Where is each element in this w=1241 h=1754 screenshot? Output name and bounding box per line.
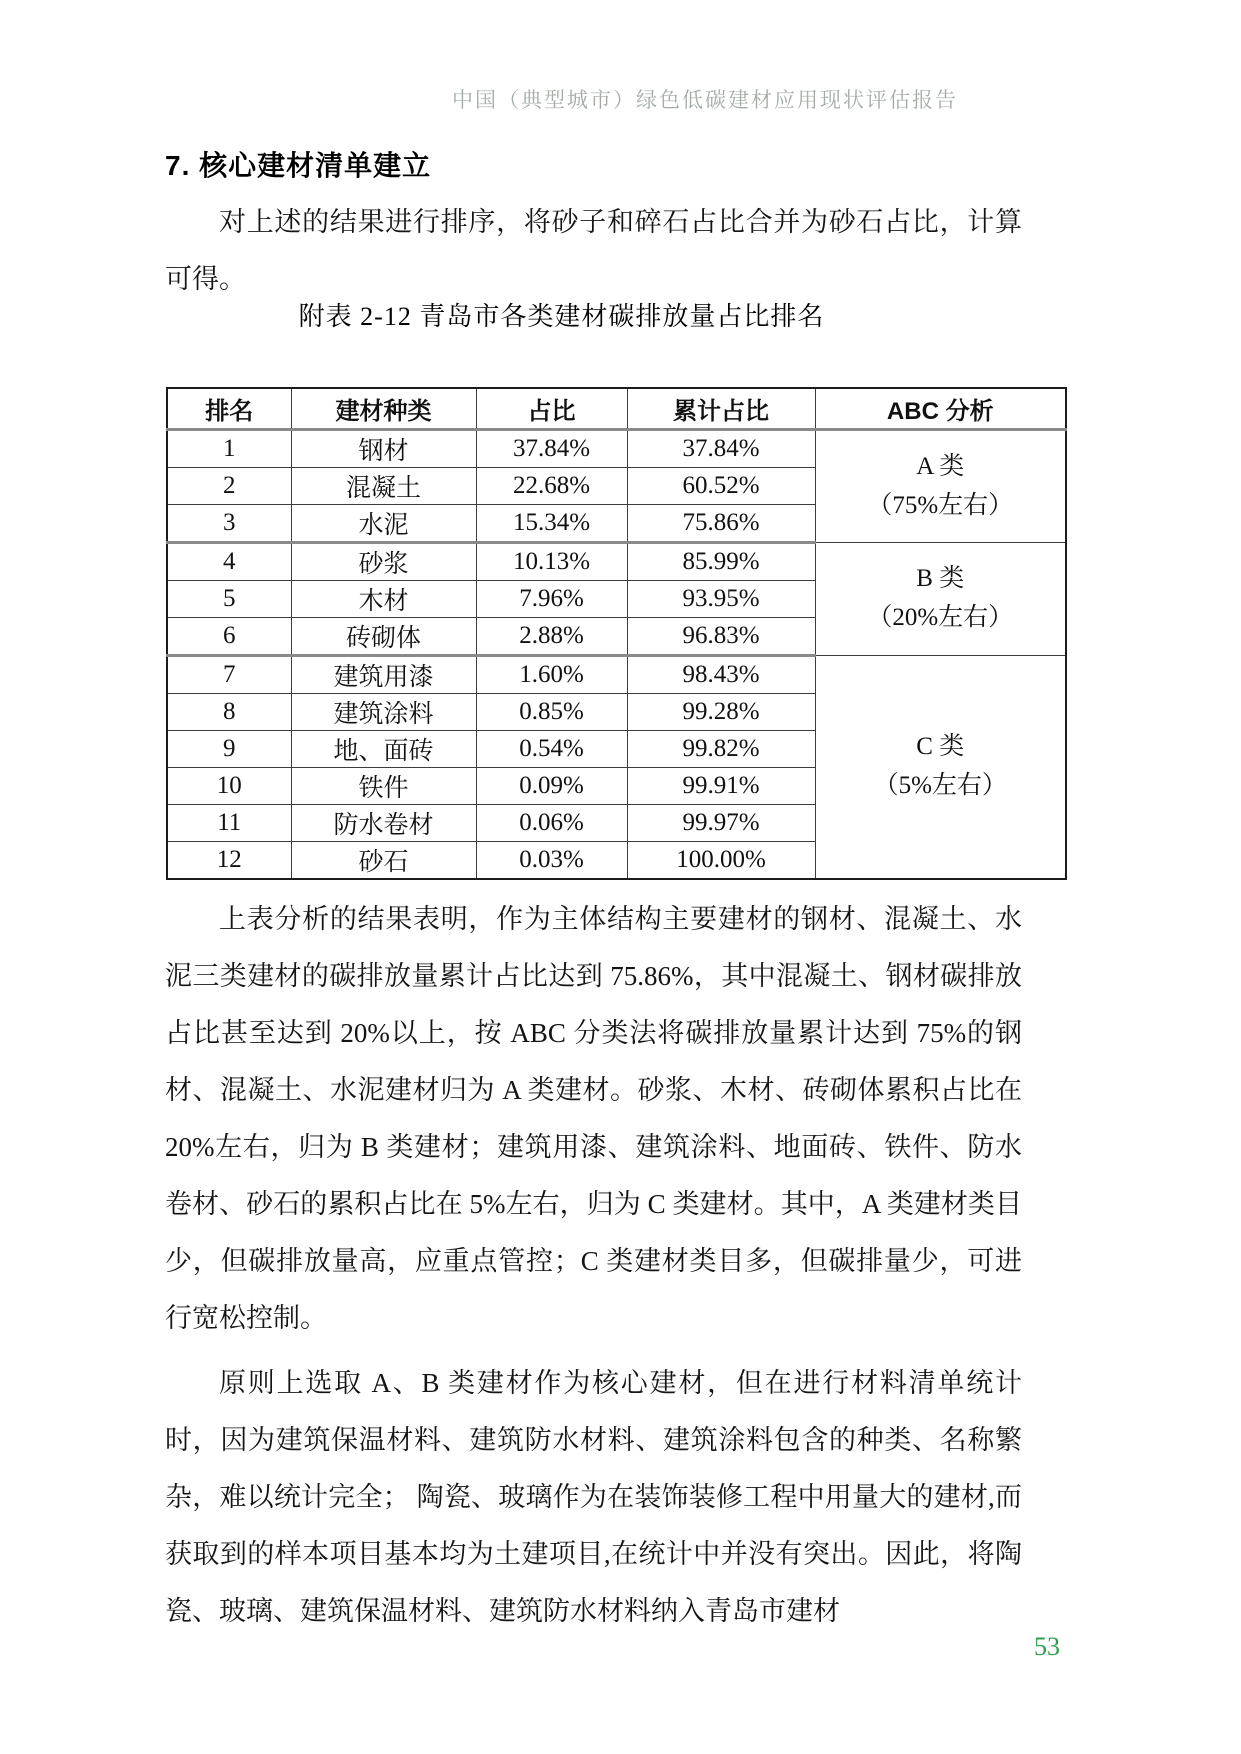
section-heading: 7. 核心建材清单建立	[165, 150, 432, 181]
material-cell: 混凝土	[291, 468, 476, 505]
share-cell: 0.85%	[476, 694, 627, 731]
cumulative-cell: 85.99%	[627, 543, 815, 581]
cumulative-cell: 93.95%	[627, 581, 815, 618]
rank-cell: 2	[167, 468, 291, 505]
column-header-material: 建材种类	[291, 388, 476, 430]
share-cell: 1.60%	[476, 656, 627, 694]
rank-cell: 3	[167, 505, 291, 543]
material-cell: 木材	[291, 581, 476, 618]
cumulative-cell: 98.43%	[627, 656, 815, 694]
running-header-text: 中国（典型城市）绿色低碳建材应用现状评估报告	[452, 88, 958, 112]
table-caption: 附表 2-12 青岛市各类建材碳排放量占比排名	[298, 302, 825, 331]
share-cell: 2.88%	[476, 618, 627, 656]
share-cell: 10.13%	[476, 543, 627, 581]
share-cell: 0.03%	[476, 842, 627, 880]
rank-cell: 10	[167, 768, 291, 805]
cumulative-cell: 100.00%	[627, 842, 815, 880]
share-cell: 0.54%	[476, 731, 627, 768]
rank-cell: 4	[167, 543, 291, 581]
abc-group-a	[815, 430, 1066, 543]
cumulative-cell: 99.28%	[627, 694, 815, 731]
material-cell: 建筑涂料	[291, 694, 476, 731]
abc-group-b	[815, 543, 1066, 656]
abc-group-c	[815, 656, 1066, 880]
share-cell: 0.09%	[476, 768, 627, 805]
column-header-cumulative: 累计占比	[627, 388, 815, 430]
abc-group-c-label: C 类	[916, 733, 965, 761]
intro-block	[165, 194, 1022, 308]
cumulative-cell: 75.86%	[627, 505, 815, 543]
rank-cell: 9	[167, 731, 291, 768]
material-cell: 地、面砖	[291, 731, 476, 768]
cumulative-cell: 99.97%	[627, 805, 815, 842]
analysis-paragraph: 上表分析的结果表明，作为主体结构主要建材的钢材、混凝土、水泥三类建材的碳排放量累计占比达到 75.86%，其中混凝土、钢材碳排放占比甚至达到 20%以上，按 ABC 分类法将碳排放量累计达到 75%的钢材、混凝土、水泥建材归为 A 类建材。砂浆、木材、砖砌体累积占比在 20%左右，归为 B 类建材；建筑用漆、建筑涂料、地面砖、铁件、防水卷材、砂石的累积占比在 5%左右，归为 C 类建材。其中，A 类建材类目少，但碳排放量高，应重点管控；C 类建材类目多，但碳排量少，可进行宽松控制。	[165, 904, 1022, 1333]
abc-group-c-range: （5%左右）	[873, 772, 1007, 799]
material-cell: 防水卷材	[291, 805, 476, 842]
share-cell: 15.34%	[476, 505, 627, 543]
cumulative-cell: 99.82%	[627, 731, 815, 768]
material-cell: 钢材	[291, 430, 476, 468]
materials-table	[166, 387, 1067, 880]
column-header-abc: ABC 分析	[815, 388, 1066, 430]
abc-group-a-label: A 类	[916, 452, 965, 480]
cumulative-cell: 60.52%	[627, 468, 815, 505]
share-cell: 22.68%	[476, 468, 627, 505]
page-number: 53	[1034, 1632, 1060, 1661]
abc-group-b-label: B 类	[916, 565, 965, 593]
intro-paragraph: 对上述的结果进行排序，将砂子和碎石占比合并为砂石占比，计算可得。	[165, 207, 1022, 294]
rank-cell: 11	[167, 805, 291, 842]
material-cell: 水泥	[291, 505, 476, 543]
rank-cell: 7	[167, 656, 291, 694]
cumulative-cell: 96.83%	[627, 618, 815, 656]
abc-group-a-range: （75%左右）	[867, 491, 1014, 519]
rank-cell: 8	[167, 694, 291, 731]
cumulative-cell: 37.84%	[627, 430, 815, 468]
material-cell: 砂石	[291, 842, 476, 880]
abc-group-b-range: （20%左右）	[867, 604, 1014, 631]
rank-cell: 12	[167, 842, 291, 880]
cumulative-cell: 99.91%	[627, 768, 815, 805]
table-header-row	[167, 388, 1066, 430]
column-header-share: 占比	[476, 388, 627, 430]
material-cell: 建筑用漆	[291, 656, 476, 694]
share-cell: 0.06%	[476, 805, 627, 842]
table-row	[167, 543, 1066, 581]
rank-cell: 5	[167, 581, 291, 618]
table-row	[167, 430, 1066, 468]
share-cell: 7.96%	[476, 581, 627, 618]
share-cell: 37.84%	[476, 430, 627, 468]
material-cell: 铁件	[291, 768, 476, 805]
column-header-rank: 排名	[167, 388, 291, 430]
body-text-block	[165, 891, 1022, 1640]
conclusion-paragraph: 原则上选取 A、B 类建材作为核心建材，但在进行材料清单统计时，因为建筑保温材料、建筑防水材料、建筑涂料包含的种类、名称繁杂，难以统计完全； 陶瓷、玻璃作为在装饰装修工程中用量大的建材,而获取到的样本项目基本均为土建项目,在统计中并没有突出。因此，将陶瓷、玻璃、建筑保温材料、建筑防水材料纳入青岛市建材	[165, 1368, 1022, 1626]
rank-cell: 1	[167, 430, 291, 468]
material-cell: 砖砌体	[291, 618, 476, 656]
table-row	[167, 656, 1066, 694]
material-cell: 砂浆	[291, 543, 476, 581]
rank-cell: 6	[167, 618, 291, 656]
